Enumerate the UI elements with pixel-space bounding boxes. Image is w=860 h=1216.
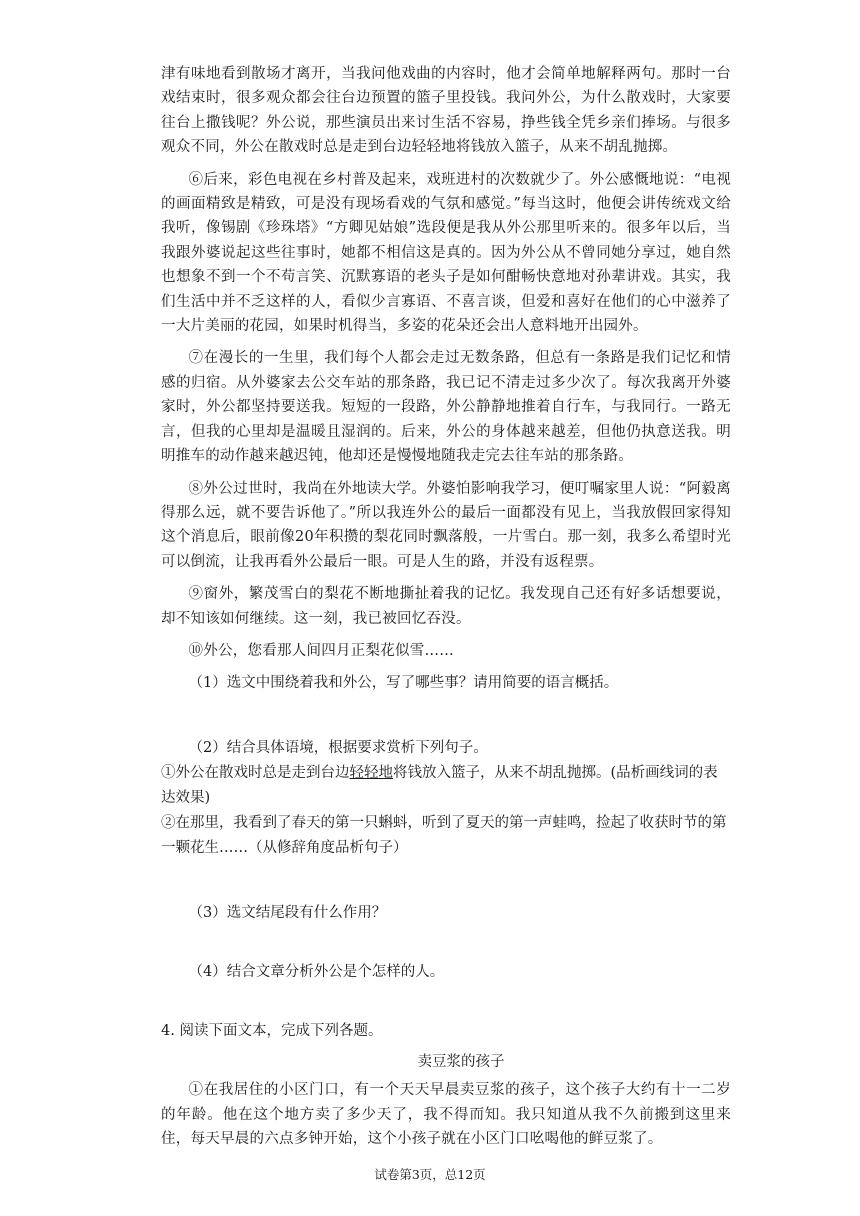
question-2-item-2: ②在那里，我看到了春天的第一只蝌蚪，听到了夏天的第一声蛙鸣，捡起了收获时节的第一颗花生……（从修辞角度品析句子） [161, 815, 727, 857]
underlined-word: 轻轻地 [349, 765, 393, 782]
paragraph-8: ⑧外公过世时，我尚在外地读大学。外婆怕影响我学习，便叮嘱家里人说：“阿毅离得那么远，就不要告诉他了。”所以我连外公的最后一面都没有见上，当我放假回家得知这个消息后，眼前像20年积攒的梨花同时飘落般，一片雪白。那一刻，我多么希望时光可以倒流，让我再看外公最后一眼。可是人生的路，并没有返程票。 [161, 480, 731, 570]
article-title: 卖豆浆的孩子 [417, 1054, 505, 1071]
page-content [161, 62, 731, 1152]
article-paragraph-1: ①在我居住的小区门口，有一个天天早晨卖豆浆的孩子，这个孩子大约有十一二岁的年龄。他在这个地方卖了多少天了，我不得而知。我只知道从我不久前搬到这里来住，每天早晨的六点多钟开始，这个小孩子就在小区门口吆喝他的鲜豆浆了。 [161, 1082, 731, 1148]
question-2-item-1 [161, 761, 731, 811]
page-footer: 试卷第3页，总12页 [374, 1167, 486, 1182]
question-4: （4）结合文章分析外公是个怎样的人。 [188, 964, 445, 981]
paragraph-6: ⑥后来，彩色电视在乡村普及起来，戏班进村的次数就少了。外公感慨地说：“电视的画面精致是精致，可是没有现场看戏的气氛和感觉。”每当这时，他便会讲传统戏文给我听，像锡剧《珍珠塔》“方卿见姑娘”选段便是我从外公那里听来的。很多年以后，当我跟外婆说起这些往事时，她都不相信这是真的。因为外公从不曾同她分享过，她自然也想象不到一个不苟言笑、沉默寡语的老头子是如何酣畅快意地对孙辈讲戏。其实，我们生活中并不乏这样的人，看似少言寡语、不喜言谈，但爱和喜好在他们的心中滋养了一大片美丽的花园，如果时机得当，多姿的花朵还会出人意料地开出园外。 [161, 171, 731, 335]
question-1: （1）选文中围绕着我和外公，写了哪些事？请用简要的语言概括。 [188, 675, 619, 692]
paragraph-10: ⑩外公，您看那人间四月正梨花似雪…… [188, 642, 455, 659]
paragraph-5-continued: 津有味地看到散场才离开，当我问他戏曲的内容时，他才会简单地解释两句。那时一台戏结束时，很多观众都会往台边预置的篮子里投钱。我问外公，为什么散戏时，大家要往台上撒钱呢？外公说，那些演员出来讨生活不容易，挣些钱全凭乡亲们捧场。与很多观众不同，外公在散戏时总是走到台边轻轻地将钱放入篮子，从来不胡乱抛掷。 [161, 66, 731, 156]
question-3: （3）选文结尾段有什么作用？ [188, 905, 387, 922]
paragraph-9: ⑨窗外，繁茂雪白的梨花不断地撕扯着我的记忆。我发现自己还有好多话想要说，却不知该如何继续。这一刻，我已被回忆吞没。 [161, 586, 731, 627]
question-2-item-1-post: 将钱放入篮子，从来不胡乱抛掷。(品析画线词的表达效果) [161, 765, 718, 807]
question-2: （2）结合具体语境，根据要求赏析下列句子。 [188, 740, 488, 757]
section-4-heading: 4. 阅读下面文本，完成下列各题。 [161, 1023, 383, 1040]
paragraph-7: ⑦在漫长的一生里，我们每个人都会走过无数条路，但总有一条路是我们记忆和情感的归宿。从外婆家去公交车站的那条路，我已记不清走过多少次了。每次我离开外婆家时，外公都坚持要送我。短短的一段路，外公静静地推着自行车，与我同行。一路无言，但我的心里却是温暖且湿润的。后来，外公的身体越来越差，但他仍执意送我。明明推车的动作越来越迟钝，他却还是慢慢地随我走完去往车站的那条路。 [161, 350, 731, 465]
question-2-item-1-pre: ①外公在散戏时总是走到台边 [161, 765, 350, 782]
